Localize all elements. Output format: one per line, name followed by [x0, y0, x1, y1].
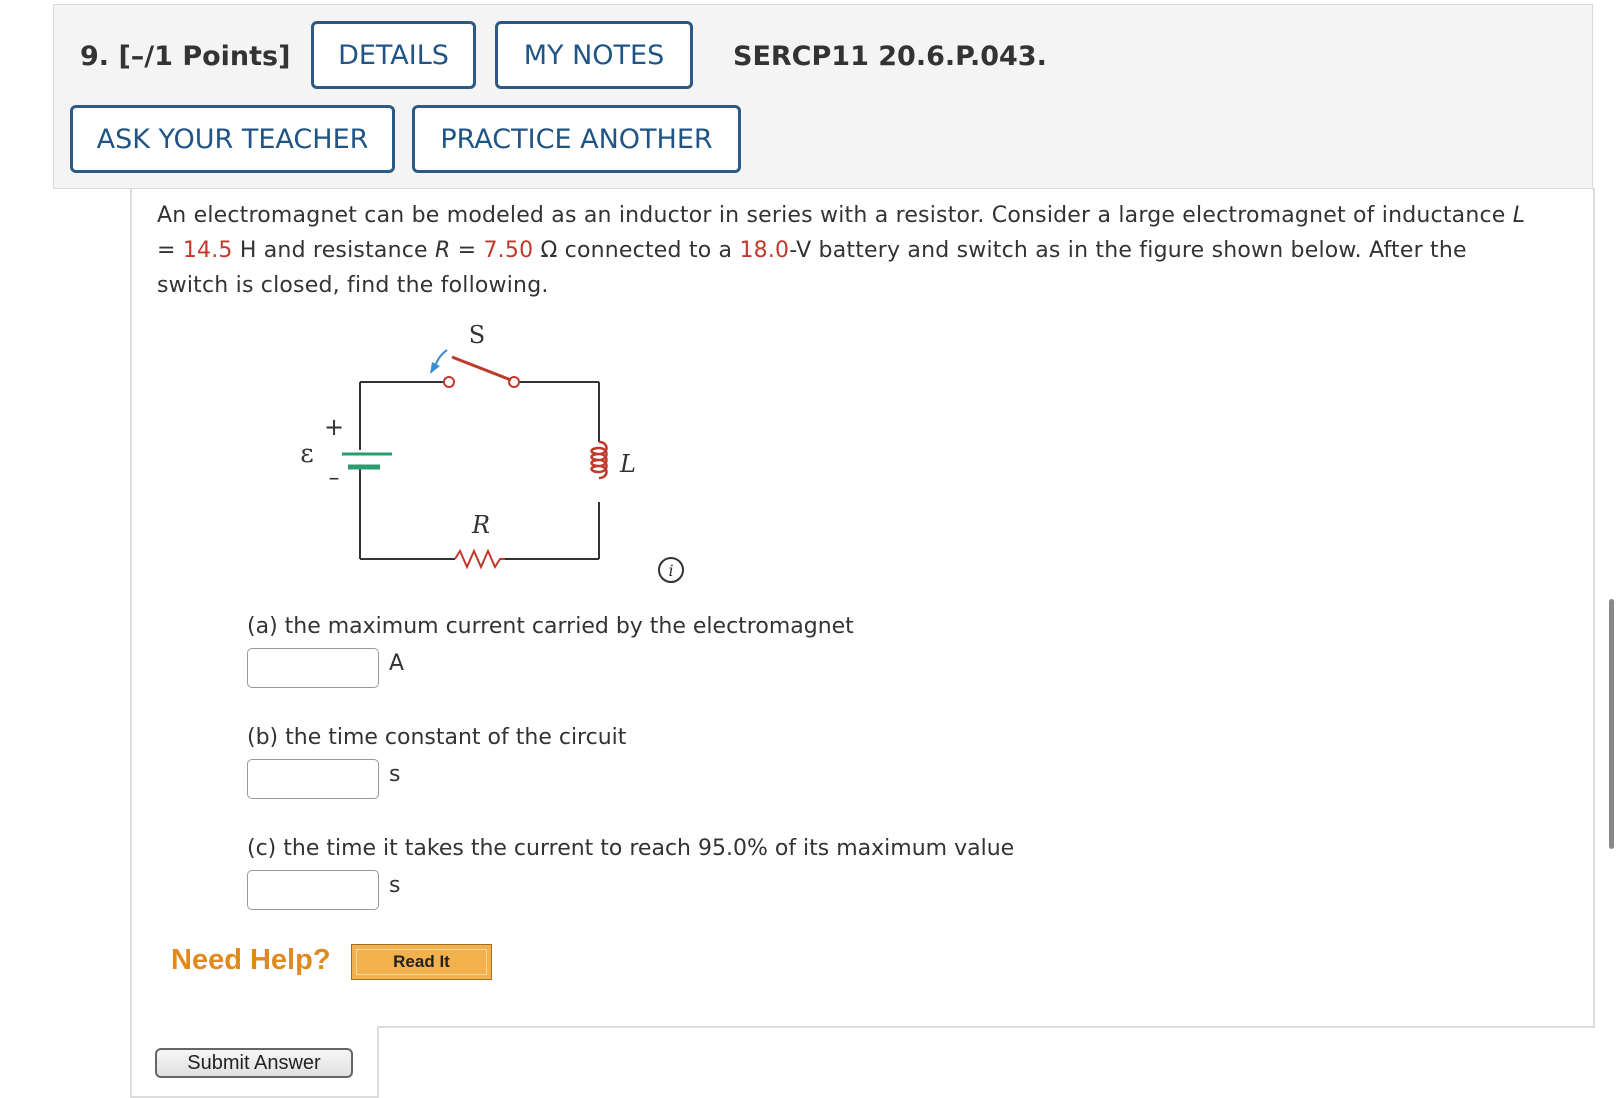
emf-label: ε — [300, 439, 314, 469]
need-help-label: Need Help? — [171, 944, 331, 976]
part-b-answer-input[interactable] — [247, 759, 379, 799]
circuit-diagram — [280, 312, 640, 582]
read-it-button[interactable] — [351, 944, 492, 980]
scrollbar[interactable] — [1609, 599, 1614, 849]
part-a-answer-input[interactable] — [247, 648, 379, 688]
battery-symbol — [342, 454, 392, 467]
points-label: [–/1 Points] — [118, 41, 291, 72]
part-a-label: (a) the maximum current carried by the electromagnet — [247, 614, 854, 639]
part-b-unit: s — [389, 762, 401, 787]
switch-label: S — [468, 321, 486, 349]
practice-another-button[interactable]: PRACTICE ANOTHER — [412, 105, 741, 173]
submit-answer-button[interactable]: Submit Answer — [155, 1048, 353, 1078]
part-b-label: (b) the time constant of the circuit — [247, 725, 627, 750]
switch-symbol — [430, 350, 519, 387]
resistance-value: 7.50 — [483, 238, 534, 263]
problem-statement: An electromagnet can be modeled as an inductor in series with a resistor. Consider a large electromagnet of inductance L = 14.5 H and resistance R = 7.50 Ω connected to a 18.0-V battery and switch as in the figure shown below. After the switch is closed, find the following. — [157, 203, 1526, 298]
info-icon[interactable]: i — [658, 557, 684, 583]
part-c-unit: s — [389, 873, 401, 898]
part-c-label: (c) the time it takes the current to reach 95.0% of its maximum value — [247, 836, 1015, 861]
read-it-label: Read It — [356, 949, 487, 975]
inductance-value: 14.5 — [182, 238, 233, 263]
battery-minus: – — [328, 466, 340, 491]
battery-plus: + — [323, 413, 345, 441]
problem-code: SERCP11 20.6.P.043. — [733, 41, 1047, 72]
ask-your-teacher-button[interactable]: ASK YOUR TEACHER — [70, 105, 395, 173]
voltage-value: 18.0 — [739, 238, 790, 263]
my-notes-button[interactable]: MY NOTES — [495, 21, 693, 89]
part-c-answer-input[interactable] — [247, 870, 379, 910]
details-button[interactable]: DETAILS — [311, 21, 476, 89]
inductor-symbol — [592, 442, 607, 478]
resistor-symbol — [455, 551, 505, 567]
inductor-label: L — [620, 450, 636, 478]
resistor-label: R — [471, 511, 491, 539]
question-header — [53, 4, 1593, 189]
question-number: 9. [–/1 Points] — [80, 41, 291, 72]
part-a-unit: A — [389, 651, 405, 676]
